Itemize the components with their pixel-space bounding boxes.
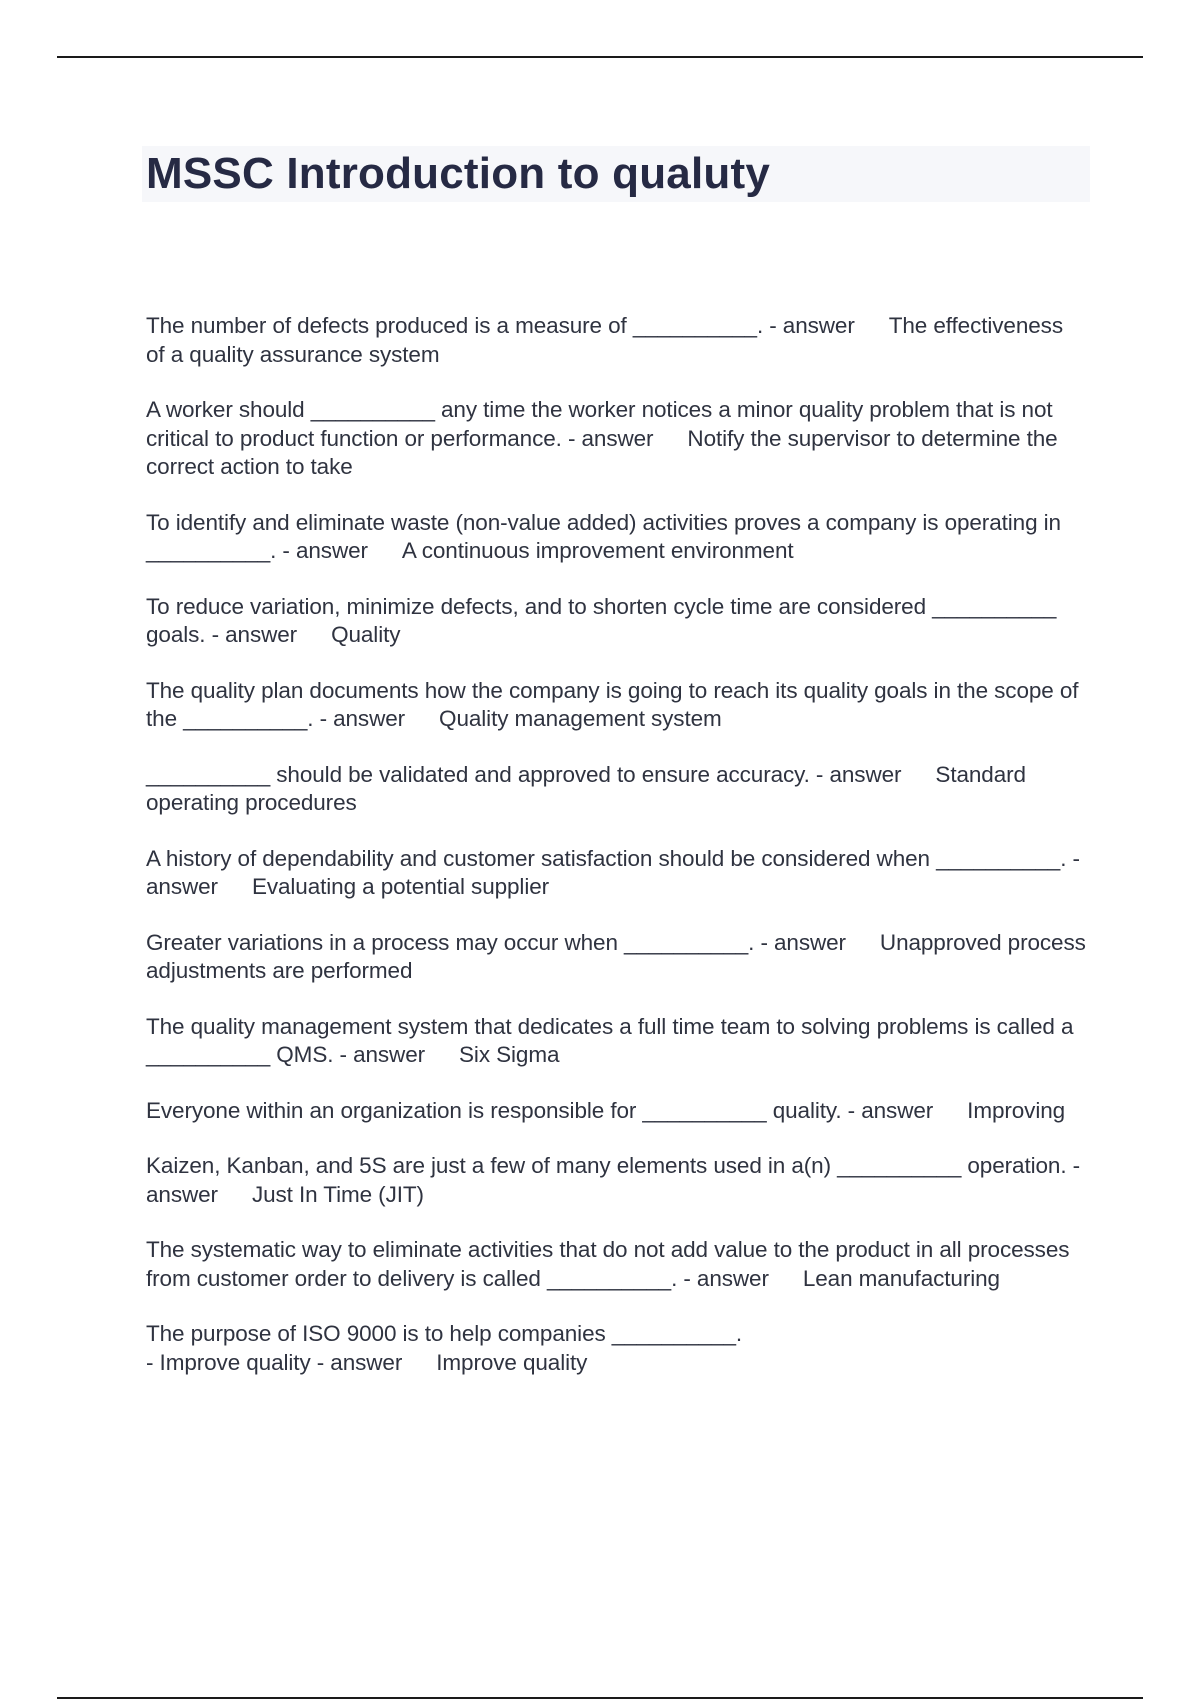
question-text: Greater variations in a process may occur when __________. - answer xyxy=(146,929,846,955)
qa-item xyxy=(146,509,1086,566)
qa-item xyxy=(146,1097,1086,1126)
question-text-line2: - Improve quality - answer xyxy=(146,1349,403,1375)
answer-text: Unapproved process adjustments are performed xyxy=(146,929,1086,983)
question-text: The quality plan documents how the company is going to reach its quality goals in the scope of the __________. - answer xyxy=(146,677,1079,731)
answer-text: Improving xyxy=(967,1097,1066,1123)
question-text: A worker should __________ any time the worker notices a minor quality problem that is not critical to product function or performance. - answer xyxy=(146,397,1053,451)
answer-text: A continuous improvement environment xyxy=(401,538,794,563)
qa-item xyxy=(146,1320,1086,1377)
qa-item xyxy=(146,1152,1086,1209)
answer-text: Improve quality xyxy=(436,1349,588,1375)
qa-item xyxy=(146,396,1086,482)
answer-text: Quality management system xyxy=(439,706,722,731)
question-text: The purpose of ISO 9000 is to help companies __________. xyxy=(146,1321,743,1346)
question-text: __________ should be validated and approved to ensure accuracy. - answer xyxy=(146,761,902,787)
qa-item xyxy=(146,929,1086,986)
qa-item xyxy=(146,593,1086,650)
question-text: A history of dependability and customer satisfaction should be considered when __________. - answer xyxy=(146,845,1080,899)
bottom-divider xyxy=(57,1697,1143,1699)
qa-item xyxy=(146,845,1086,902)
question-text: The number of defects produced is a measure of __________. - answer xyxy=(146,313,855,338)
question-text: The quality management system that dedicates a full time team to solving problems is called a __________ QMS. - answer xyxy=(146,1013,1074,1067)
qa-item xyxy=(146,677,1086,734)
question-text: To reduce variation, minimize defects, and to shorten cycle time are considered __________ goals. - answer xyxy=(146,593,1057,647)
answer-text: The effectiveness of a quality assurance system xyxy=(146,313,1063,367)
question-text: The systematic way to eliminate activities that do not add value to the product in all processes from customer order to delivery is called __________. - answer xyxy=(146,1237,1070,1291)
answer-text: Six Sigma xyxy=(459,1042,560,1067)
question-text: To identify and eliminate waste (non-value added) activities proves a company is operating in __________. - answer xyxy=(146,509,1061,563)
question-text: Kaizen, Kanban, and 5S are just a few of many elements used in a(n) __________ operation. - answer xyxy=(146,1153,1081,1207)
qa-item xyxy=(146,1236,1086,1293)
title-block xyxy=(142,146,1090,202)
question-text: Everyone within an organization is responsible for __________ quality. - answer xyxy=(146,1097,934,1123)
qa-list xyxy=(146,312,1086,1404)
answer-text: Quality xyxy=(331,622,401,647)
answer-text: Standard operating procedures xyxy=(146,761,1026,815)
top-divider xyxy=(57,56,1143,58)
answer-text: Lean manufacturing xyxy=(802,1265,1000,1291)
answer-text: Notify the supervisor to determine the correct action to take xyxy=(146,425,1058,479)
qa-item xyxy=(146,1013,1086,1070)
page-title: MSSC Introduction to qualuty xyxy=(146,149,770,198)
answer-text: Evaluating a potential supplier xyxy=(251,874,550,899)
qa-item xyxy=(146,312,1086,369)
answer-text: Just In Time (JIT) xyxy=(251,1181,424,1207)
qa-item xyxy=(146,761,1086,818)
